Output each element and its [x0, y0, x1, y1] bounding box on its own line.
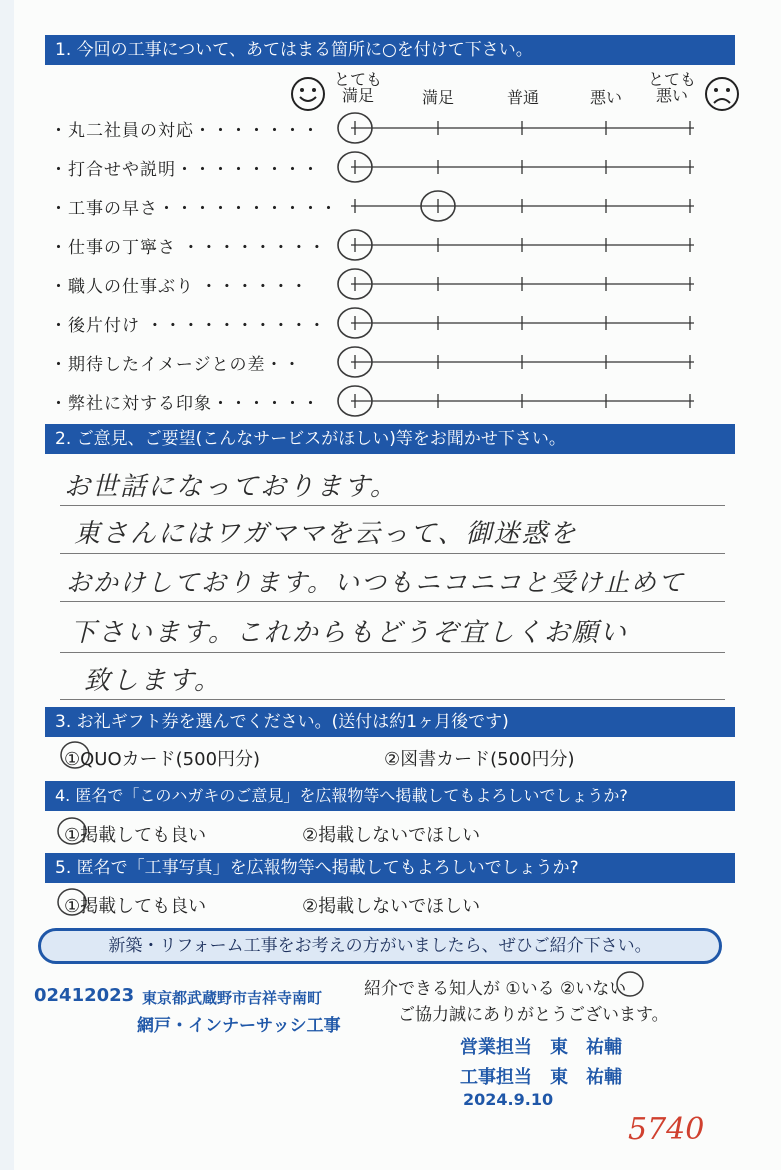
scale-bad: 悪い	[589, 88, 622, 107]
q1-item-label: ・後片付け ・・・・・・・・・・	[50, 316, 327, 336]
q4-option-no[interactable]: ②掲載しないでほしい	[302, 825, 481, 846]
q5-title: 5. 匿名で「工事写真」を広報物等へ掲載してもよろしいでしょうか?	[45, 853, 735, 883]
q1-item-label: ・弊社に対する印象・・・・・・	[50, 394, 320, 414]
q4-option-yes[interactable]: ①掲載しても良い	[64, 825, 207, 846]
q1-item-label: ・工事の早さ・・・・・・・・・・	[50, 199, 338, 219]
q1-item-label: ・期待したイメージとの差・・	[50, 355, 302, 375]
thanks-text: ご協力誠にありがとうございます。	[398, 1005, 669, 1025]
q1-item-label: ・職人の仕事ぶり ・・・・・・	[50, 277, 309, 297]
ruled-line	[60, 553, 725, 554]
comment-line-2: 東さんにはワガママを云って、御迷惑を	[74, 519, 578, 549]
sales-rep: 営業担当 東 祐輔	[460, 1037, 622, 1058]
q1-title: 1. 今回の工事について、あてはまる箇所に○を付けて下さい。	[45, 35, 735, 65]
scale-normal: 普通	[506, 88, 539, 107]
ruled-line	[60, 652, 725, 653]
q1-item-label: ・丸二社員の対応・・・・・・・	[50, 121, 320, 141]
survey-date: 2024.9.10	[463, 1090, 554, 1109]
referral-question[interactable]: 紹介できる知人が ①いる ②いない	[364, 979, 627, 999]
customer-address: 東京都武蔵野市吉祥寺南町	[142, 989, 323, 1007]
comment-line-1: お世話になっております。	[64, 472, 398, 502]
referral-banner: 新築・リフォーム工事をお考えの方がいましたら、ぜひご紹介下さい。	[38, 928, 722, 964]
q3-option-quo[interactable]: ①QUOカード(500円分)	[64, 749, 261, 770]
ruled-line	[60, 601, 725, 602]
q1-item-label: ・打合せや説明・・・・・・・・	[50, 160, 320, 180]
q3-option-tosho[interactable]: ②図書カード(500円分)	[384, 749, 575, 770]
scale-very-bad: とても 悪い	[647, 70, 696, 105]
q5-option-yes[interactable]: ①掲載しても良い	[64, 896, 207, 917]
scale-satisfied: 満足	[421, 88, 454, 107]
q3-title: 3. お礼ギフト券を選んでください。(送付は約1ヶ月後です)	[45, 707, 735, 737]
q4-title: 4. 匿名で「このハガキのご意見」を広報物等へ掲載してもよろしいでしょうか?	[45, 781, 735, 811]
q5-option-no[interactable]: ②掲載しないでほしい	[302, 896, 481, 917]
q1-item-label: ・仕事の丁寧さ ・・・・・・・・	[50, 238, 327, 258]
ruled-line	[60, 505, 725, 506]
comment-line-3: おかけしております。いつもニコニコと受け止めて	[66, 568, 686, 597]
handwritten-number: 5740	[628, 1112, 705, 1147]
work-type: 網戸・インナーサッシ工事	[137, 1016, 341, 1036]
q2-title: 2. ご意見、ご要望(こんなサービスがほしい)等をお聞かせ下さい。	[45, 424, 735, 454]
comment-line-5: 致します。	[84, 666, 222, 696]
comment-line-4: 下さいます。これからもどうぞ宜しくお願い	[70, 618, 628, 648]
scale-very-satisfied: とても 満足	[333, 70, 382, 105]
customer-code: 02412023	[34, 985, 135, 1006]
construction-rep: 工事担当 東 祐輔	[460, 1067, 622, 1088]
ruled-line	[60, 699, 725, 700]
